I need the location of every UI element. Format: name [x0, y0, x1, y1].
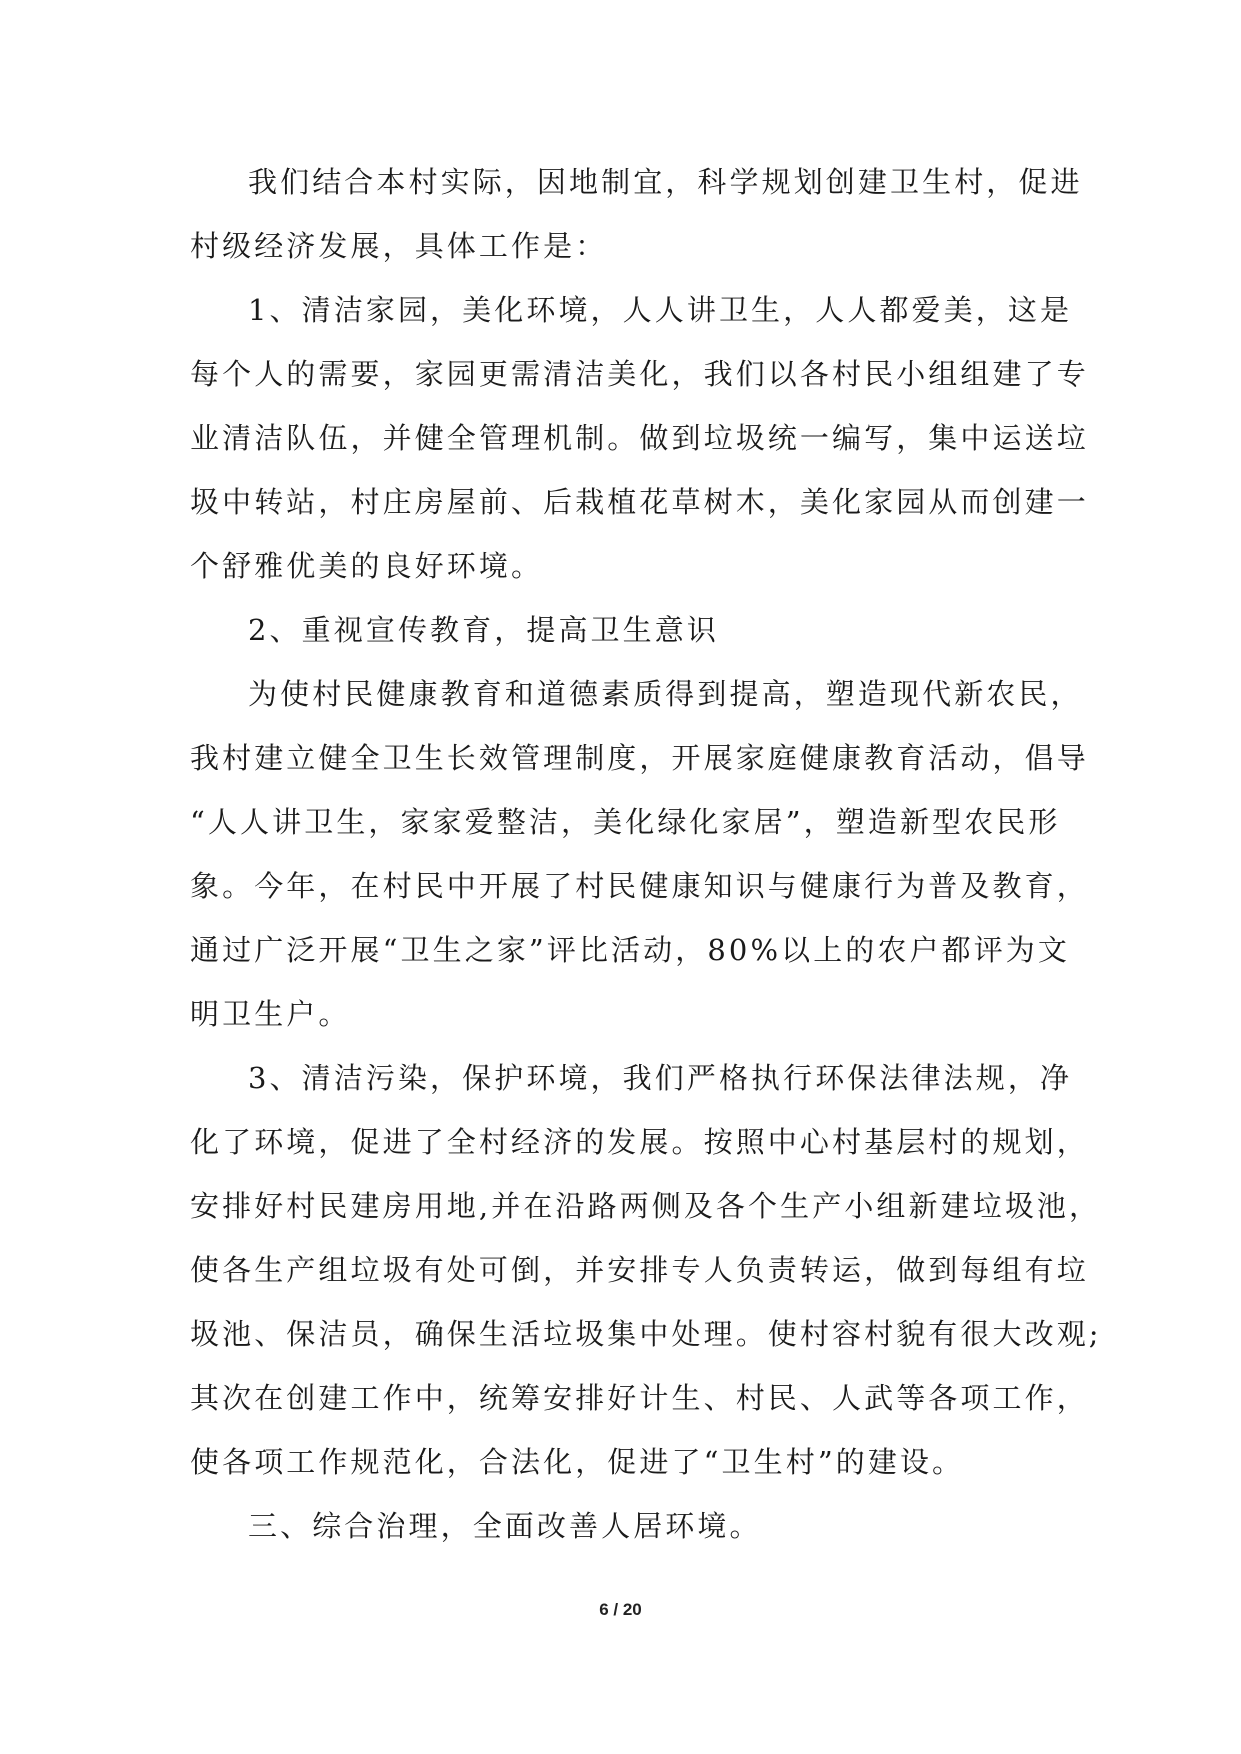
text-line: 三、综合治理，全面改善人居环境。: [248, 1509, 762, 1543]
text-line: 通过广泛开展“卫生之家”评比活动，80%以上的农户都评为文: [190, 933, 1071, 967]
text-line: 明卫生户。: [190, 997, 351, 1031]
text-line: 个舒雅优美的良好环境。: [190, 549, 544, 583]
text-line: 使各项工作规范化，合法化，促进了“卫生村”的建设。: [190, 1445, 965, 1479]
text-line: 安排好村民建房用地,并在沿路两侧及各个生产小组新建垃圾池，: [190, 1189, 1102, 1223]
text-line: 我村建立健全卫生长效管理制度，开展家庭健康教育活动，倡导: [190, 741, 1089, 775]
text-line: 其次在创建工作中，统筹安排好计生、村民、人武等各项工作，: [190, 1381, 1089, 1415]
text-line: 象。今年，在村民中开展了村民健康知识与健康行为普及教育，: [190, 869, 1089, 903]
text-line: 化了环境，促进了全村经济的发展。按照中心村基层村的规划，: [190, 1125, 1089, 1159]
text-line: 业清洁队伍，并健全管理机制。做到垃圾统一编写，集中运送垃: [190, 421, 1089, 455]
text-line: 圾中转站，村庄房屋前、后栽植花草树木，美化家园从而创建一: [190, 485, 1089, 519]
text-line: 2、重视宣传教育，提高卫生意识: [248, 613, 719, 647]
page-number: 6 / 20: [599, 1600, 642, 1619]
text-line: 村级经济发展，具体工作是：: [190, 229, 608, 263]
text-line: 1、清洁家园，美化环境，人人讲卫生，人人都爱美，这是: [248, 293, 1073, 327]
text-line: “人人讲卫生，家家爱整洁，美化绿化家居”，塑造新型农民形: [190, 805, 1061, 839]
document-body: [190, 150, 1102, 1558]
text-line: 为使村民健康教育和道德素质得到提高，塑造现代新农民，: [248, 677, 1083, 711]
text-line: 圾池、保洁员，确保生活垃圾集中处理。使村容村貌有很大改观;: [190, 1317, 1102, 1351]
text-line: 使各生产组垃圾有处可倒，并安排专人负责转运，做到每组有垃: [190, 1253, 1089, 1287]
text-line: 3、清洁污染，保护环境，我们严格执行环保法律法规，净: [248, 1061, 1073, 1095]
text-line: 每个人的需要，家园更需清洁美化，我们以各村民小组组建了专: [190, 357, 1089, 391]
text-line: 我们结合本村实际，因地制宜，科学规划创建卫生村，促进: [248, 165, 1083, 199]
